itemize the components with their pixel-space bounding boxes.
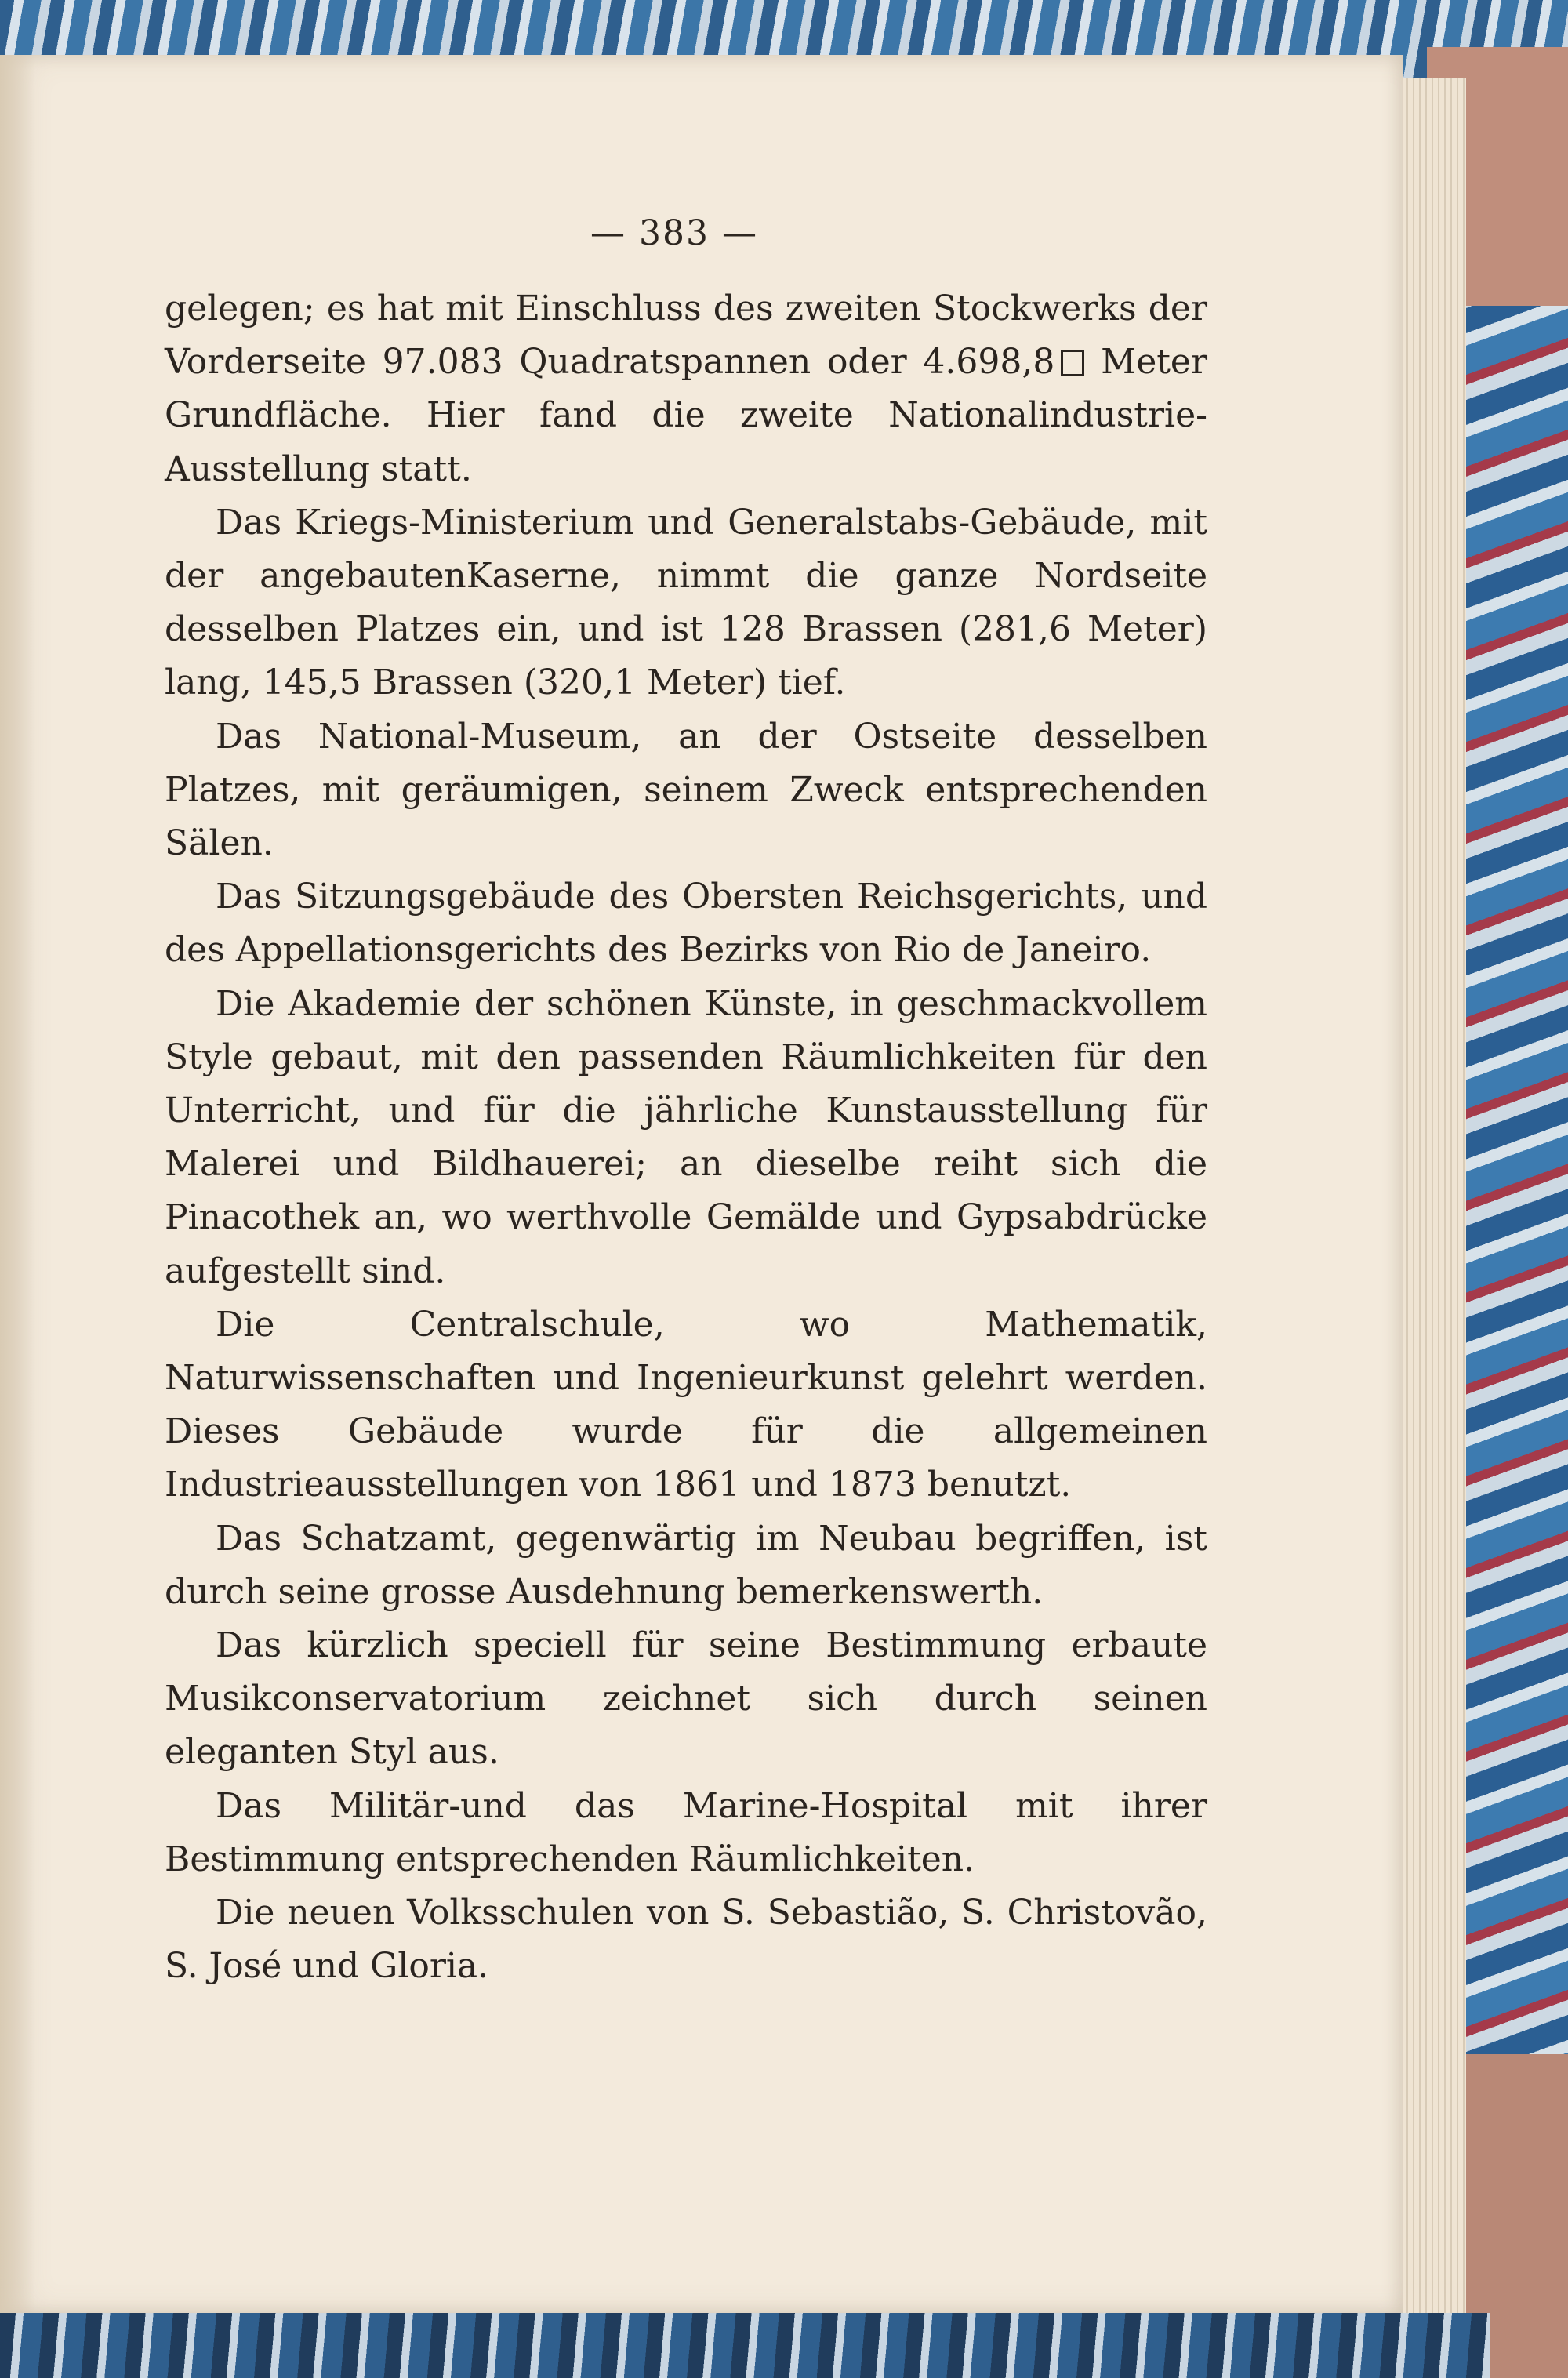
paragraph-10: Die neuen Volksschulen von S. Sebastião, S. Christovão, S. José und Gloria. (165, 1893, 1207, 1987)
paragraph-8: Das kürzlich speciell für seine Bestimmung erbaute Musikconservatorium zeichnet sich durch seinen eleganten Styl aus. (165, 1625, 1207, 1773)
paragraph-5: Die Akademie der schönen Künste, in geschmackvollem Style gebaut, mit den passenden Räumlichkeiten für den Unterricht, und für die jährliche Kunstausstellung für Malerei und Bildhauerei; an dieselbe reiht sich die Pinacothek an, wo werthvolle Gemälde und Gypsabdrücke aufgestellt sind. (165, 983, 1207, 1291)
paragraph-3: Das National-Museum, an der Ostseite desselben Platzes, mit geräumigen, seinem Zweck entsprechenden Sälen. (165, 716, 1207, 864)
paragraph-2: Das Kriegs-Ministerium und Generalstabs-Gebäude, mit der angebautenKaserne, nimmt die ganze Nordseite desselben Platzes ein, und ist 128 Brassen (281,6 Meter) lang, 145,5 Brassen (320,1 Meter) tief. (165, 502, 1207, 703)
paragraph-6: Die Centralschule, wo Mathematik, Naturwissenschaften und Ingenieurkunst gelehrt werden. Dieses Gebäude wurde für die allgemeinen Industrieausstellungen von 1861 und 1873 benutzt. (165, 1304, 1207, 1505)
page-gutter (0, 55, 35, 2313)
paragraph-1-text-cont: Meter Grundfläche. Hier fand die zweite Nationalindustrie-Ausstellung statt. (165, 342, 1207, 489)
paragraph-1 (165, 282, 1207, 496)
paragraph-9: Das Militär-und das Marine-Hospital mit ihrer Bestimmung entsprechenden Räumlichkeiten. (165, 1785, 1207, 1879)
book-cover-bottom (0, 2313, 1490, 2378)
page-text (165, 282, 1207, 1994)
page-number: — 383 — (590, 213, 758, 253)
paragraph-1-text: gelegen; es hat mit Einschluss des zweiten Stockwerks der Vorderseite 97.083 Quadratspannen oder 4.698,8 (165, 289, 1207, 383)
paragraph-4: Das Sitzungsgebäude des Obersten Reichsgerichts, und des Appellationsgerichts des Bezirks von Rio de Janeiro. (165, 877, 1207, 971)
square-symbol-icon (1061, 350, 1084, 376)
paragraph-7: Das Schatzamt, gegenwärtig im Neubau begriffen, ist durch seine grosse Ausdehnung bemerkenswerth. (165, 1518, 1207, 1612)
